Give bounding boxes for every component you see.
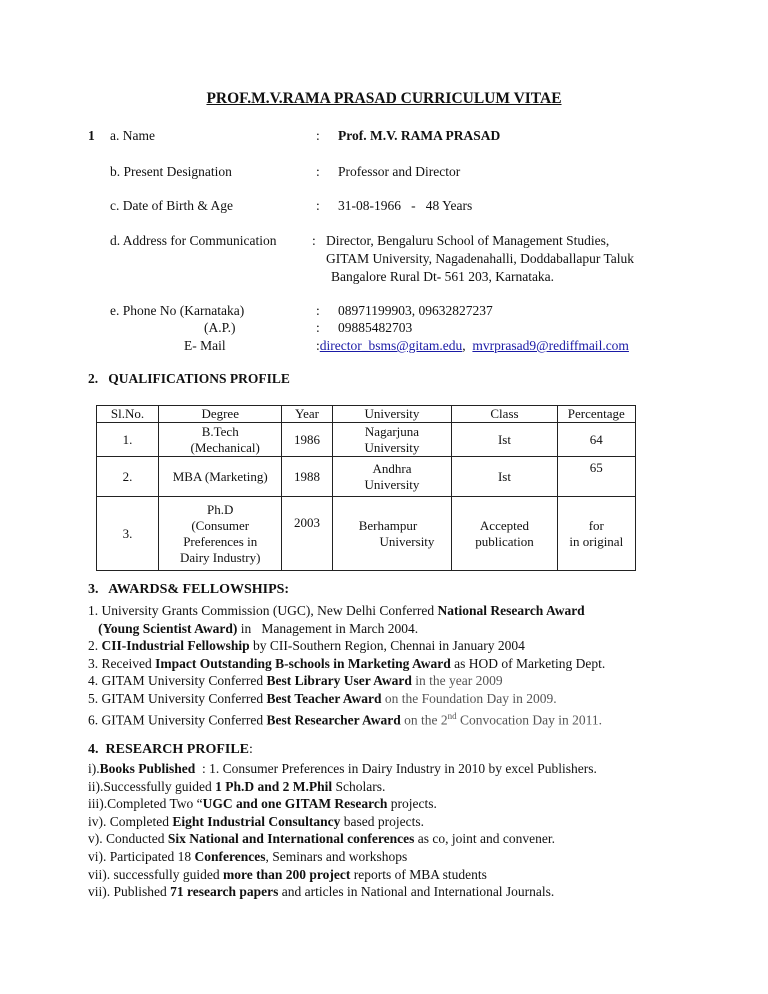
research-list xyxy=(88,760,597,901)
dob-value: 31-08-1966 - 48 Years xyxy=(338,198,473,213)
dob-sep: : xyxy=(316,198,320,213)
awards-heading: 3. AWARDS& FELLOWSHIPS: xyxy=(88,582,290,597)
research-heading: 4. RESEARCH PROFILE: xyxy=(88,742,253,757)
name-sep: : xyxy=(316,128,320,143)
cell-year: 2003 xyxy=(282,497,332,571)
list-item: i).Books Published : 1. Consumer Preferences in Dairy Industry in 2010 by excel Publishers. xyxy=(88,761,597,776)
designation-sep: : xyxy=(316,164,320,179)
address-line-2: GITAM University, Nagadenahalli, Doddaballapur Taluk xyxy=(326,251,635,266)
cell-slno: 2. xyxy=(97,457,159,497)
col-slno: Sl.No. xyxy=(97,406,159,423)
class-line: publication xyxy=(475,533,534,549)
list-item: ii).Successfully guided 1 Ph.D and 2 M.Phil Scholars. xyxy=(88,778,386,794)
university-line: Nagarjuna xyxy=(364,423,420,439)
degree-line: Ph.D xyxy=(207,501,234,517)
cell-slno: 1. xyxy=(97,423,159,457)
list-item: 6. GITAM University Conferred Best Researcher Award on the 2nd Convocation Day in 2011. xyxy=(88,710,602,728)
document-title: PROF.M.V.RAMA PRASAD CURRICULUM VITAE xyxy=(206,90,562,107)
table-row xyxy=(97,497,636,571)
cell-degree xyxy=(159,497,282,571)
university-line: University xyxy=(364,439,420,455)
ap-value: 09885482703 xyxy=(338,320,413,335)
list-item: vii). successfully guided more than 200 project reports of MBA students xyxy=(88,866,487,882)
university-line: University xyxy=(379,533,435,549)
cell-percentage: 65 xyxy=(557,457,635,497)
university-line: Berhampur xyxy=(358,517,418,533)
degree-line: (Mechanical) xyxy=(190,439,260,455)
percentage-line: for xyxy=(588,517,604,533)
university-line: Andhra xyxy=(372,460,412,476)
cell-year: 1986 xyxy=(282,423,332,457)
cell-university xyxy=(332,457,452,497)
email-link-2[interactable]: mvrprasad9@rediffmail.com xyxy=(472,338,629,353)
qualifications-heading: 2. QUALIFICATIONS PROFILE xyxy=(88,371,290,386)
address-sep: : xyxy=(312,233,316,248)
table-row xyxy=(97,457,636,497)
address-label: d. Address for Communication xyxy=(110,233,277,248)
cell-year: 1988 xyxy=(282,457,332,497)
awards-list xyxy=(88,602,605,729)
ap-sep: : xyxy=(316,320,320,335)
list-item: vii). Published 71 research papers and articles in National and International Journals. xyxy=(88,884,555,900)
list-item: v). Conducted Six National and International conferences as co, joint and convener. xyxy=(88,831,555,847)
list-item: 3. Received Impact Outstanding B-schools in Marketing Award as HOD of Marketing Dept. xyxy=(88,655,606,671)
degree-line: (Consumer xyxy=(191,517,250,533)
address-line-3: Bangalore Rural Dt- 561 203, Karnataka. xyxy=(331,269,555,284)
qualifications-table xyxy=(96,405,636,571)
list-item: iii).Completed Two “UGC and one GITAM Research projects. xyxy=(88,796,437,812)
degree-line: B.Tech xyxy=(201,423,239,439)
name-label: a. Name xyxy=(110,128,155,143)
cell-class: Ist xyxy=(452,457,557,497)
cell-university xyxy=(332,497,452,571)
designation-label: b. Present Designation xyxy=(110,164,232,179)
name-value: Prof. M.V. RAMA PRASAD xyxy=(338,128,501,143)
cell-university xyxy=(332,423,452,457)
phone-sep: : xyxy=(316,303,320,318)
email-link-1[interactable]: director_bsms@gitam.edu xyxy=(319,338,463,353)
phone-value: 08971199903, 09632827237 xyxy=(338,303,493,318)
col-class: Class xyxy=(452,406,557,423)
designation-value: Professor and Director xyxy=(338,164,461,179)
table-row xyxy=(97,423,636,457)
list-item: 1. University Grants Commission (UGC), New Delhi Conferred National Research Award xyxy=(88,603,585,618)
cell-degree: MBA (Marketing) xyxy=(159,457,282,497)
email-row: :director_bsms@gitam.edu, mvrprasad9@rediffmail.com xyxy=(316,338,629,353)
list-item: 4. GITAM University Conferred Best Library User Award in the year 2009 xyxy=(88,673,503,689)
col-percentage: Percentage xyxy=(557,406,635,423)
dob-label: c. Date of Birth & Age xyxy=(110,198,233,213)
phone-label: e. Phone No (Karnataka) xyxy=(110,303,245,318)
ap-label: (A.P.) xyxy=(204,320,236,335)
list-item: (Young Scientist Award) in Management in March 2004. xyxy=(98,620,419,636)
col-year: Year xyxy=(282,406,332,423)
cell-class: Ist xyxy=(452,423,557,457)
list-item: iv). Completed Eight Industrial Consultancy based projects. xyxy=(88,813,425,829)
degree-line: Preferences in xyxy=(183,533,258,549)
cell-degree xyxy=(159,423,282,457)
percentage-line: in original xyxy=(569,533,624,549)
col-degree: Degree xyxy=(159,406,282,423)
email-separator: , xyxy=(462,338,466,353)
cell-class xyxy=(452,497,557,571)
university-line: University xyxy=(364,476,420,492)
cell-slno: 3. xyxy=(97,497,159,571)
cell-percentage: 64 xyxy=(557,423,635,457)
list-item: 2. CII-Industrial Fellowship by CII-Southern Region, Chennai in January 2004 xyxy=(88,638,525,654)
cell-percentage xyxy=(557,497,635,571)
degree-line: Dairy Industry) xyxy=(179,549,261,565)
email-label: E- Mail xyxy=(184,338,226,353)
class-line: Accepted xyxy=(479,517,530,533)
table-header-row xyxy=(97,406,636,423)
address-line-1: Director, Bengaluru School of Management Studies, xyxy=(326,233,610,248)
col-university: University xyxy=(332,406,452,423)
list-item: 5. GITAM University Conferred Best Teacher Award on the Foundation Day in 2009. xyxy=(88,690,557,706)
section-1-number: 1 xyxy=(88,128,95,143)
list-item: vi). Participated 18 Conferences, Seminars and workshops xyxy=(88,848,408,864)
